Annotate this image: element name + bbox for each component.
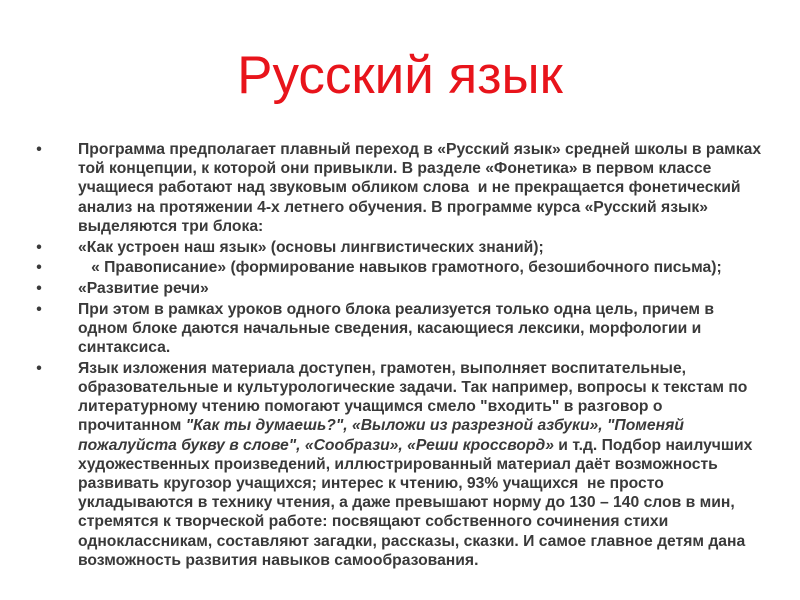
bullet-text: «Как устроен наш язык» (основы лингвистических знаний);: [78, 238, 544, 256]
bullet-item-lesson-goal: [32, 300, 762, 358]
bullet-text: Язык изложения материала доступен, грамотен, выполняет воспитательные, образовательные и культурологические задачи. Так например, вопросы к текстам по литературному чтению помогают учащимся смело "входить" в разговор о прочитанном: [78, 359, 752, 435]
bullet-text: При этом в рамках уроков одного блока реализуется только одна цель, причем в одном блоке даются начальные сведения, касающиеся лексики, морфологии и синтаксиса.: [78, 300, 719, 357]
bullet-list: [32, 140, 766, 571]
bullet-item-language-structure: [32, 238, 762, 257]
bullet-icon: •: [36, 359, 42, 377]
bullet-text: « Правописание» (формирование навыков грамотного, безошибочного письма);: [78, 259, 722, 277]
bullet-text-italic-quotes: "Как ты думаешь?", «Выложи из разрезной азбуки», "Поменяй пожалуйста букву в слове", «Сообрази», «Реши кроссворд»: [78, 417, 689, 454]
bullet-item-material-language: [32, 359, 762, 570]
bullet-icon: •: [36, 300, 42, 318]
slide-title: Русский язык: [237, 46, 563, 105]
bullet-item-speech: [32, 279, 762, 298]
bullet-item-spelling: [32, 258, 762, 277]
bullet-icon: •: [36, 279, 42, 297]
bullet-icon: •: [36, 238, 42, 256]
bullet-text: Программа предполагает плавный переход в «Русский язык» средней школы в рамках той концепции, к которой они привыкли. В разделе «Фонетика» в первом классе учащиеся работают над звуковым обликом слова и не прекращается фонетический анализ на протяжении 4-х летнего обучения. В программе курса «Русский язык» выделяются три блока:: [78, 141, 766, 235]
bullet-icon: •: [36, 259, 42, 277]
bullet-item-program: [32, 140, 766, 236]
bullet-text: и т.д. Подбор наилучших художественных произведений, иллюстрированный материал даёт возможность развивать кругозор учащихся; интерес к чтению, 93% учащихся не просто укладываются в технику чтения, а даже превышают норму до 130 – 140 слов в мин, стремятся к творческой работе: посвящают собственного сочинения стихи одноклассникам, составляют загадки, рассказы, сказки. И самое главное детям дана возможность развития навыков самообразования.: [78, 436, 757, 569]
bullet-text: «Развитие речи»: [78, 279, 209, 297]
bullet-icon: •: [36, 141, 42, 158]
